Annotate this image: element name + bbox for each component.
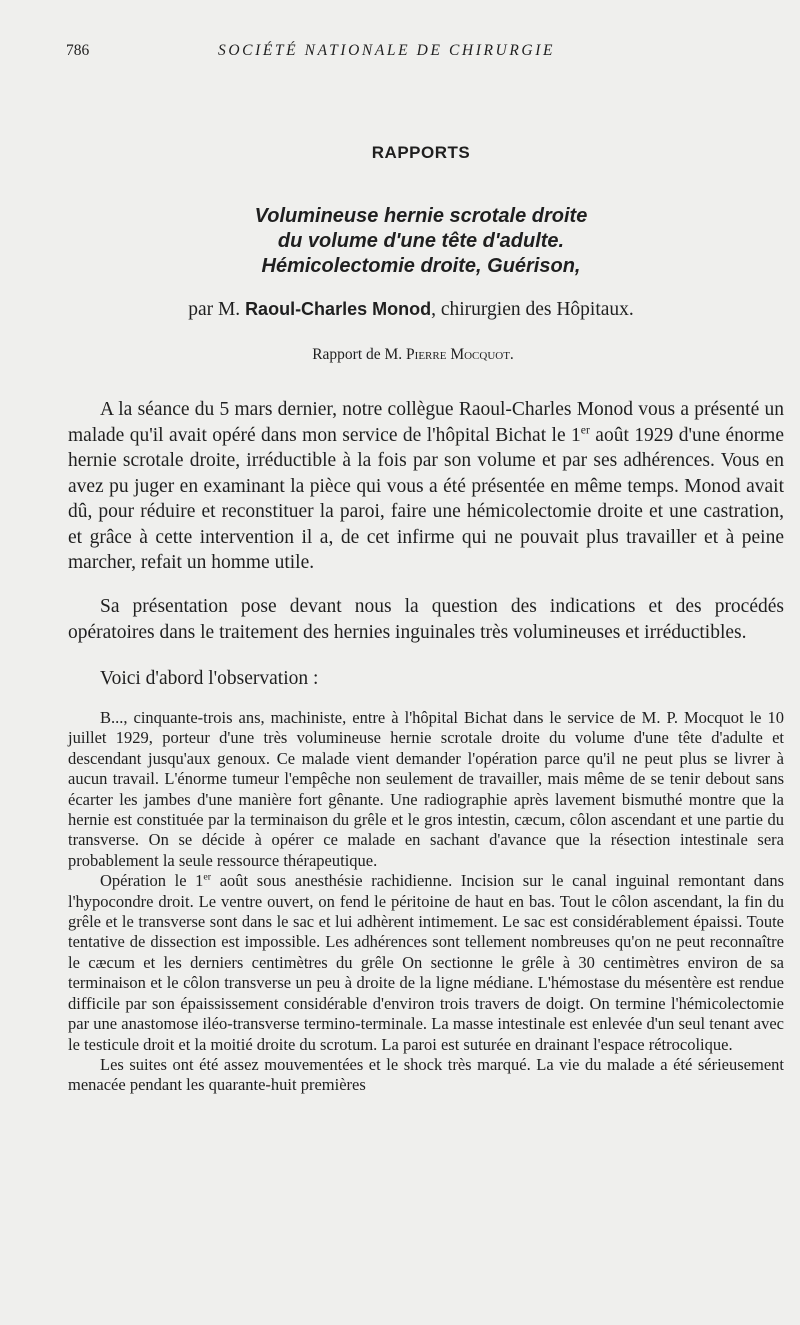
paragraph-text [68,397,784,576]
byline-prefix: par M. [188,299,246,320]
reporter-name: Pierre Mocquot. [406,346,514,363]
observation-text-part: Opération le 1 [100,871,204,891]
body-paragraph-3 [68,666,784,692]
observation-text-part: août sous anesthésie rachidienne. Incision sur le canal inguinal remontant dans l'hypocondre droit. Le ventre ouvert, on fend le péritoine de haut en bas. Tout le côlon ascendant, la fin du grêle et le transverse sont dans le sac et lui adhèrent intimement. Le sac est considérablement épaissi. Toute tentative de dissection est impossible. Les adhérences sont tellement nombreuses qu'on ne peut reconnaître le cæcum et les derniers centimètres du grêle On sectionne le grêle à 30 centimètres environ de sa terminaison et le côlon transverse un peu à droite de la ligne médiane. L'hémostase du mésentère est rendue difficile par son épaississement considérable d'environ trois travers de doigt. On termine l'hémicolectomie par une anastomose iléo-transverse termino-terminale. La masse intestinale est enlevée d'un seul tenant avec le testicule droit et la moitié droite du scrotum. La paroi est suturée en drainant l'espace rétrocolique. [68,871,785,1054]
observation-text [68,708,784,1096]
article-title [0,204,800,279]
running-title: SOCIÉTÉ NATIONALE DE CHIRURGIE [218,42,556,59]
body-paragraph-1 [68,397,784,576]
page-number: 786 [66,42,90,59]
author-name: Raoul-Charles Monod [245,299,432,319]
superscript: er [203,871,212,883]
paragraph-text-part: A la séance du 5 mars dernier, notre collègue Raoul-Charles Monod vous a présenté un malade qu'il avait opéré dans mon service de l'hôpital Bichat le 1 [68,399,784,446]
paragraph-text: Sa présentation pose devant nous la question des indications et des procédés opératoires dans le traitement des hernies inguinales très volumineuses et irréductibles. [68,596,784,643]
paragraph-text-part: août 1929 d'une énorme hernie scrotale droite, irréductible à la fois par son volume et par ses adhérences. Vous en avez pu juger en examinant la pièce qui vous a été présentée en même temps. Monod avait dû, pour réduire et reconstituer la paroi, faire une hémicolectomie droite et une castration, et grâce à cette intervention il a, de cet infirme qui ne pouvait plus travailler et à peine marcher, refait un homme utile. [68,424,785,573]
article-title-line: Hémicolectomie droite, Guérison, [261,255,581,277]
paragraph-text: Voici d'abord l'observation : [100,668,319,689]
article-title-line: Volumineuse hernie scrotale droite [254,205,588,227]
byline-suffix: , chirurgien des Hôpitaux. [431,299,634,320]
observation-paragraph: Les suites ont été assez mouvementées et le shock très marqué. La vie du malade a été sérieusement menacée pendant les quarante-huit premières [68,1054,784,1095]
reporter-prefix: Rapport de M. [312,346,407,363]
body-paragraph-2 [68,594,784,645]
observation-paragraph: B..., cinquante-trois ans, machiniste, entre à l'hôpital Bichat dans le service de M. P. Mocquot le 10 juillet 1929, porteur d'une très volumineuse hernie scrotale droite du volume d'une tête d'adulte et descendant jusqu'aux genoux. Ce malade vient demander l'opération parce qu'il ne peut plus se livrer à aucun travail. L'énorme tumeur l'empêche non seulement de travailler, mais même de se tenir debout sans écarter les jambes d'une manière fort gênante. Une radiographie après lavement bismuthé montre que la hernie est constituée par la terminaison du grêle et le gros intestin, cæcum, côlon ascendant et une partie du transverse. On se décide à opérer ce malade en sachant d'avance que la résection intestinale sera probablement la seule ressource thérapeutique. [68,708,784,870]
reporter-line [0,346,800,364]
byline [0,299,800,321]
section-title: RAPPORTS [371,143,471,162]
superscript: er [580,423,590,436]
observation-paragraph [68,871,784,1055]
page-header [66,42,746,64]
article-title-line: du volume d'une tête d'adulte. [277,230,565,252]
